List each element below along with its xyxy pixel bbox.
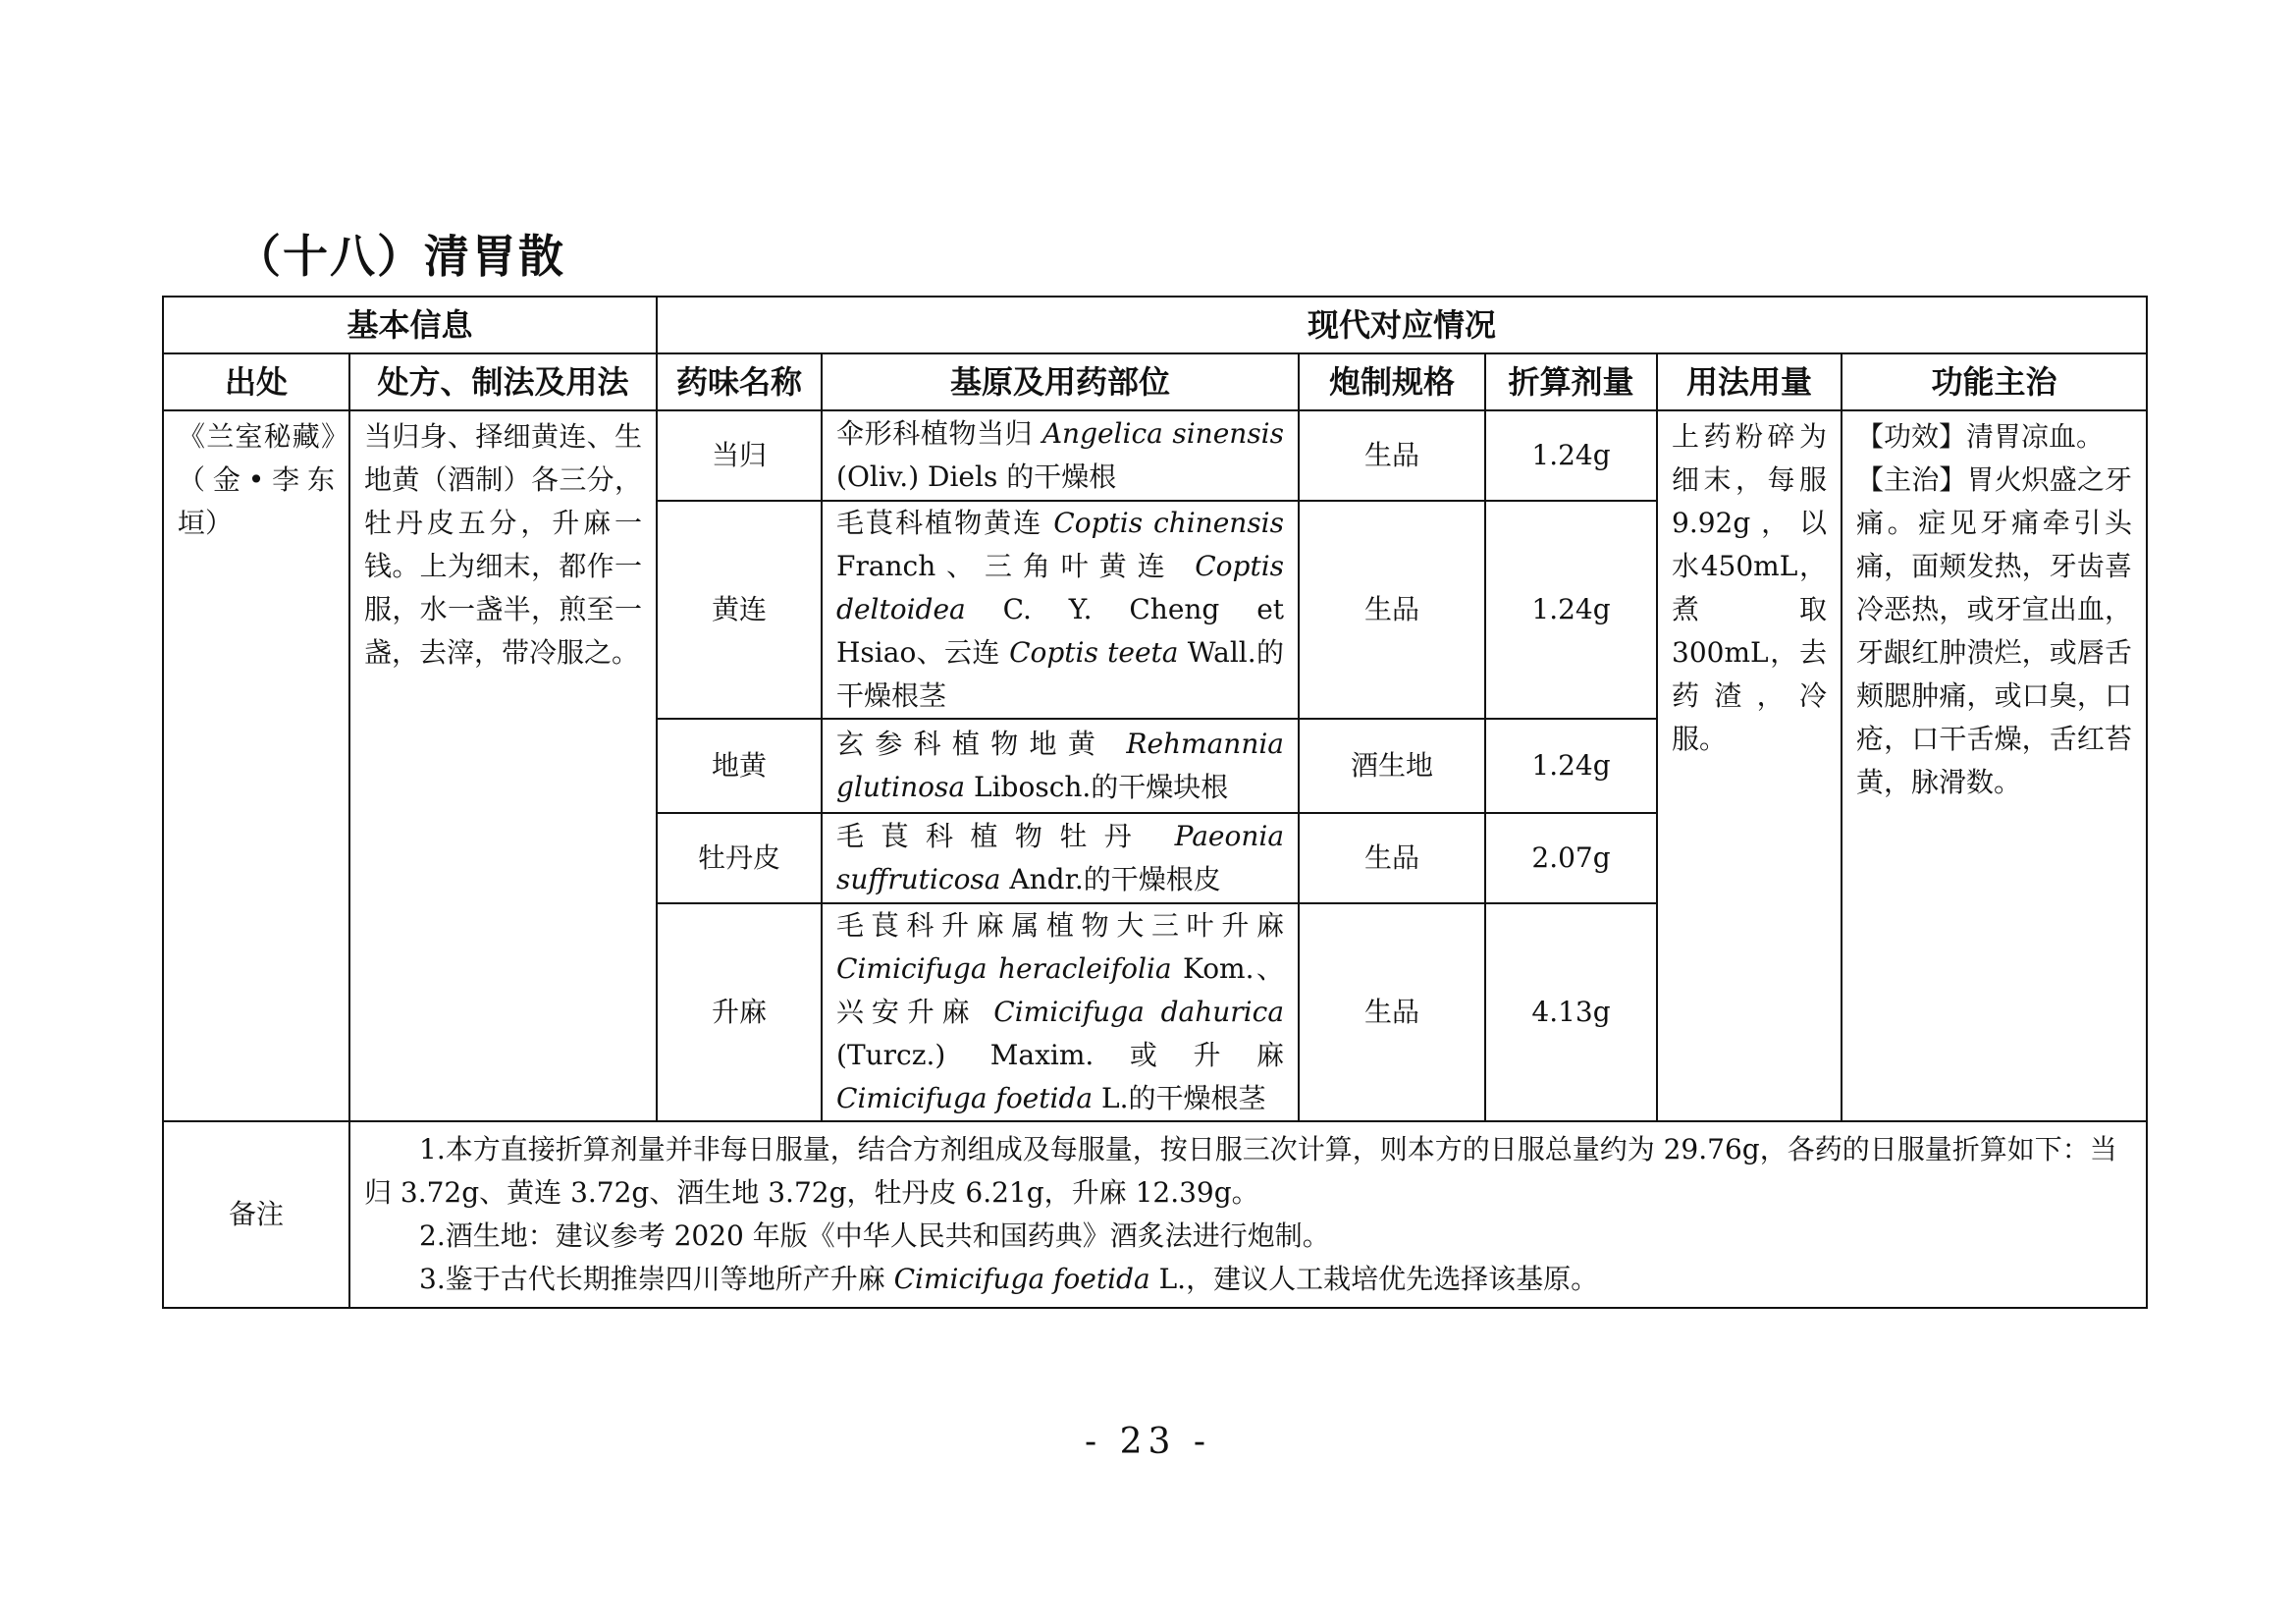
col-header-usage: 用法用量 [1657,353,1842,410]
text-run: L.的干燥根茎 [1093,1082,1266,1114]
col-header-basis: 基原及用药部位 [822,353,1299,410]
text-run: 毛茛科升麻属植物大三叶升麻 [836,909,1285,942]
source-cell: 《兰室秘藏》（金•李东垣） [163,410,349,1121]
notes-row [163,1121,2147,1308]
col-header-processing: 炮制规格 [1299,353,1485,410]
herb-dose: 4.13g [1485,903,1657,1121]
text-run: (Turcz.) Maxim.或升麻 [836,1039,1285,1071]
herb-name: 牡丹皮 [657,813,822,903]
latin-name: Coptis chinensis [1053,507,1285,539]
herb-basis [822,501,1299,719]
latin-name: Cimicifuga foetida [893,1263,1150,1295]
function-efficacy: 【功效】清胃凉血。 [1856,420,2105,453]
text-run: Libosch.的干燥块根 [965,771,1229,803]
herb-basis [822,813,1299,903]
latin-name: Cimicifuga dahurica [993,996,1285,1028]
latin-name: Cimicifuga heracleifolia [836,952,1172,985]
text-run: Andr.的干燥根皮 [1000,863,1221,895]
latin-name: Coptis teeta [1009,636,1179,669]
herb-dose: 1.24g [1485,719,1657,813]
herb-processing: 生品 [1299,813,1485,903]
latin-name: Cimicifuga foetida [836,1082,1094,1114]
col-header-herb: 药味名称 [657,353,822,410]
note-line [364,1258,2132,1301]
latin-name: Paeonia suffruticosa [836,820,1285,895]
prescription-table [162,296,2148,1309]
note-line [364,1215,2132,1258]
herb-name: 地黄 [657,719,822,813]
herb-dose: 1.24g [1485,501,1657,719]
text-run: 2.酒生地：建议参考 2020 年版《中华人民共和国药典》酒炙法进行炮制。 [419,1219,1330,1252]
text-run: (Oliv.) Diels 的干燥根 [836,460,1117,493]
herb-processing: 生品 [1299,410,1485,501]
herb-processing: 生品 [1299,903,1485,1121]
col-header-prescription: 处方、制法及用法 [349,353,657,410]
herb-name: 升麻 [657,903,822,1121]
herb-processing: 生品 [1299,501,1485,719]
herb-name: 当归 [657,410,822,501]
herb-row [163,410,2147,501]
usage-cell: 上药粉碎为细末，每服9.92g，以水450mL，煮取300mL，去药渣，冷服。 [1657,410,1842,1121]
text-run: Kom.、兴安升麻 [836,952,1285,1028]
function-cell [1842,410,2147,1121]
page-title: （十八）清胃散 [236,230,565,283]
text-run: C. Y. Cheng et Hsiao、云连 [836,593,1285,669]
herb-basis [822,410,1299,501]
herb-dose: 2.07g [1485,813,1657,903]
text-run: 3.鉴于古代长期推崇四川等地所产升麻 [419,1263,894,1295]
note-line [364,1128,2132,1215]
text-run: 玄参科植物地黄 [836,728,1127,760]
latin-name: Coptis deltoidea [836,550,1285,625]
notes-content [349,1121,2147,1308]
herb-basis [822,719,1299,813]
herb-name: 黄连 [657,501,822,719]
herb-dose: 1.24g [1485,410,1657,501]
text-run: Wall.的干燥根茎 [836,636,1285,712]
text-run: 毛茛科植物黄连 [836,507,1054,539]
col-header-function: 功能主治 [1842,353,2147,410]
text-run: 1.本方直接折算剂量并非每日服量，结合方剂组成及每服量，按日服三次计算，则本方的日服总量约为 29.76g，各药的日服量折算如下：当归 3.72g、黄连 3.72g、酒生地 3.72g，牡丹皮 6.21g，升麻 12.39g。 [364,1133,2117,1209]
col-header-source: 出处 [163,353,349,410]
latin-name: Rehmannia glutinosa [836,728,1285,803]
text-run: Franch、三角叶黄连 [836,550,1196,582]
text-run: 毛茛科植物牡丹 [836,820,1175,852]
text-run: L.，建议人工栽培优先选择该基原。 [1149,1263,1599,1295]
notes-label: 备注 [163,1121,349,1308]
col-header-dose: 折算剂量 [1485,353,1657,410]
herb-processing: 酒生地 [1299,719,1485,813]
page-number: - 23 - [1084,1422,1212,1462]
latin-name: Angelica sinensis [1041,417,1285,450]
herb-basis [822,903,1299,1121]
function-indication: 【主治】胃火炽盛之牙痛。症见牙痛牵引头痛，面颊发热，牙齿喜冷恶热，或牙宣出血，牙龈红肿溃烂，或唇舌颊腮肿痛，或口臭，口疮，口干舌燥，舌红苔黄，脉滑数。 [1856,463,2133,798]
header-modern: 现代对应情况 [657,297,2147,353]
prescription-cell: 当归身、择细黄连、生地黄（酒制）各三分，牡丹皮五分，升麻一钱。上为细末，都作一服，水一盏半，煎至一盏，去滓，带冷服之。 [349,410,657,1121]
header-basic-info: 基本信息 [163,297,657,353]
text-run: 伞形科植物当归 [836,417,1042,450]
